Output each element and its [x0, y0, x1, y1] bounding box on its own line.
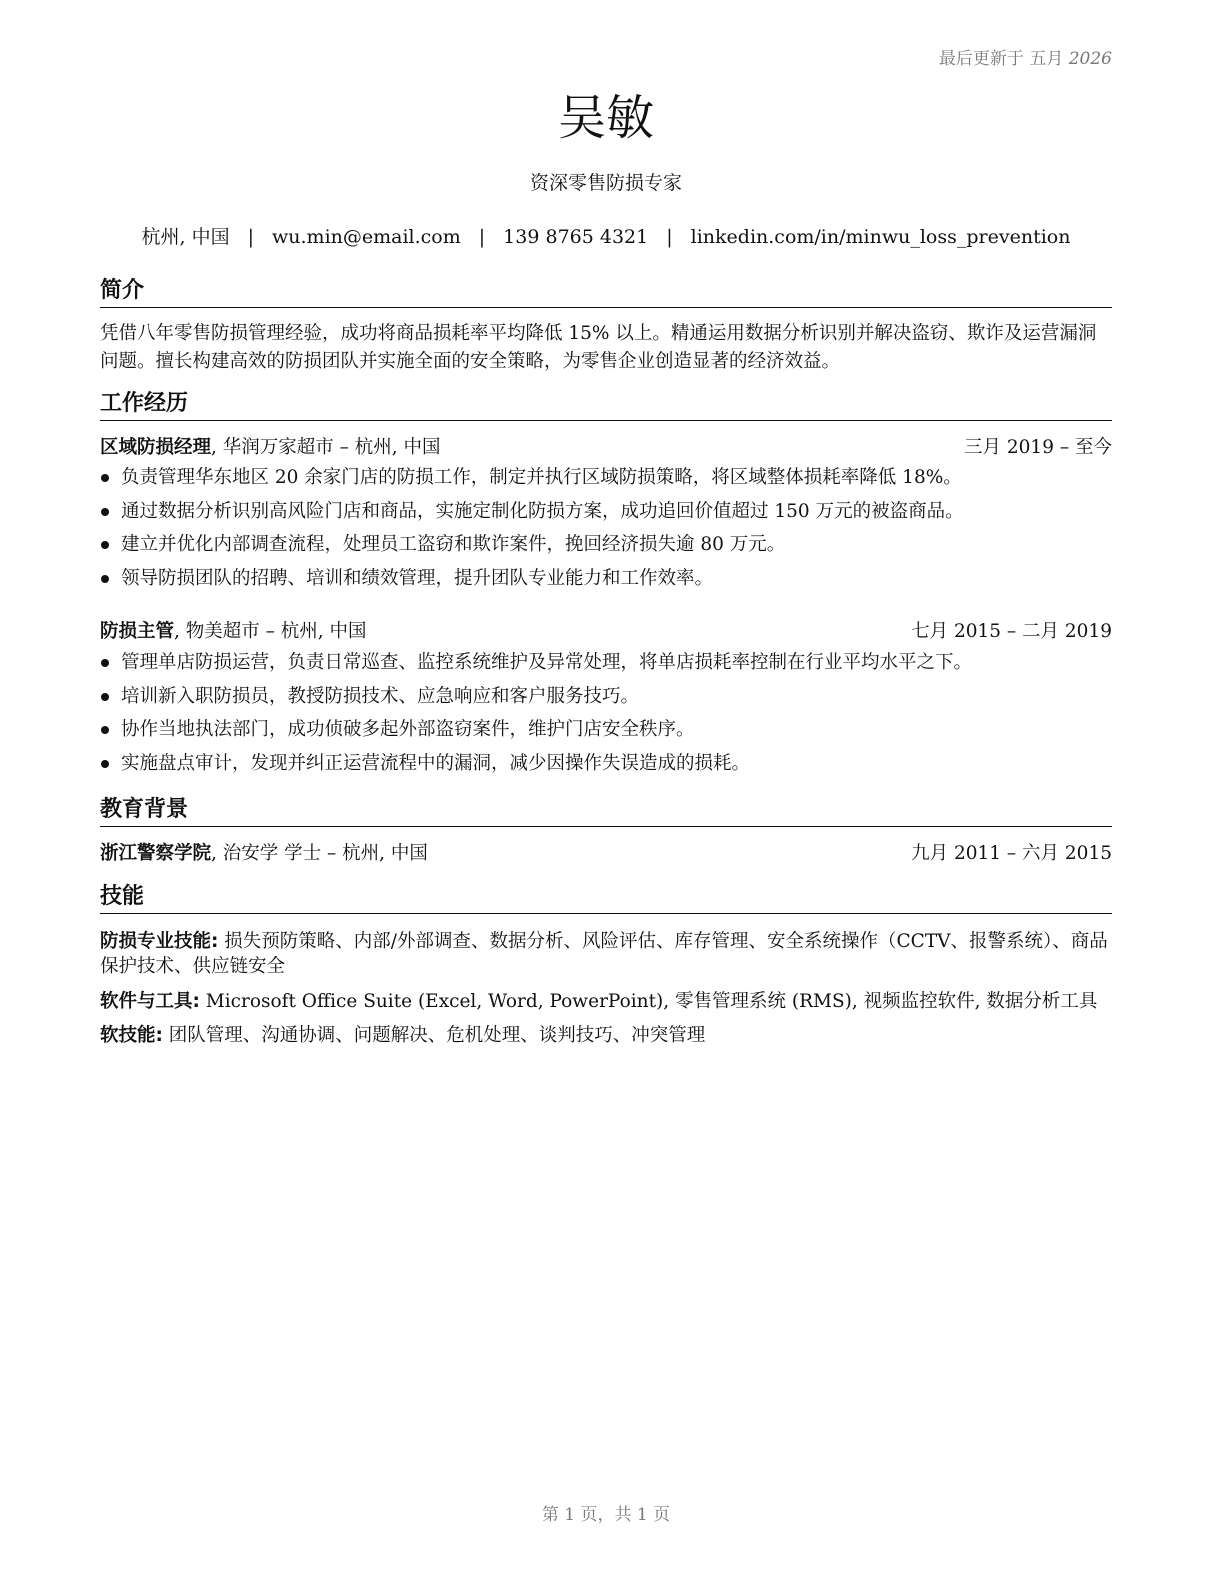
list-item: [100, 565, 1112, 599]
bullet-dot: [101, 659, 109, 667]
education-school: 浙江警察学院: [100, 843, 212, 864]
education-dates: 九月 2011 – 六月 2015: [911, 843, 1112, 864]
section-title-summary: 简介: [100, 277, 1112, 308]
job-header: [100, 618, 1112, 646]
skill-text: 团队管理、沟通协调、问题解决、危机处理、谈判技巧、冲突管理: [162, 1025, 706, 1046]
contact-separator: |: [666, 226, 673, 248]
bullet-text: 通过数据分析识别高风险门店和商品，实施定制化防损方案，成功追回价值超过 150 万元的被盗商品。: [121, 500, 964, 522]
job-bullets: [100, 649, 1112, 783]
bullet-dot: [101, 575, 109, 583]
bullet-dot: [101, 541, 109, 549]
contact-linkedin-link[interactable]: linkedin.com/in/minwu_loss_prevention: [690, 226, 1071, 248]
contact-email-link[interactable]: wu.min@email.com: [272, 226, 461, 248]
job-bullets: [100, 464, 1112, 598]
contact-separator: |: [478, 226, 486, 248]
job-header: [100, 434, 1112, 462]
section-title-skills: 技能: [100, 883, 1112, 914]
summary-text: 凭借八年零售防损管理经验，成功将商品损耗率平均降低 15% 以上。精通运用数据分析识别并解决盗窃、欺诈及运营漏洞问题。擅长构建高效的防损团队并实施全面的安全策略，为零售企业创造显著的经济效益。: [100, 323, 1097, 372]
education-degree-location: , 治安学 学士 – 杭州, 中国: [211, 843, 428, 864]
education-school-degree: [100, 840, 428, 868]
list-item: [100, 498, 1112, 532]
skill-line: [100, 929, 1112, 979]
contact-location: 杭州, 中国: [141, 226, 230, 248]
list-item: [100, 683, 1112, 717]
job-org-location: , 物美超市 – 杭州, 中国: [174, 621, 367, 642]
contact-line: [100, 224, 1112, 250]
bullet-text: 建立并优化内部调查流程，处理员工盗窃和欺诈案件，挽回经济损失逾 80 万元。: [121, 534, 786, 555]
job-role: 防损主管: [100, 621, 175, 642]
bullet-text: 负责管理华东地区 20 余家门店的防损工作，制定并执行区域防损策略，将区域整体损耗率降低 18%。: [121, 467, 962, 488]
list-item: [100, 716, 1112, 750]
bullet-dot: [101, 508, 109, 516]
skill-text: 损失预防策略、内部/外部调查、数据分析、风险评估、库存管理、安全系统操作（CCTV、报警系统）、商品保护技术、供应链安全: [100, 931, 1108, 977]
bullet-dot: [101, 693, 109, 701]
job-title: 资深零售防损专家: [529, 172, 682, 194]
skill-label: 软件与工具:: [100, 991, 200, 1012]
bullet-text: 领导防损团队的招聘、培训和绩效管理，提升团队专业能力和工作效率。: [121, 567, 714, 589]
job-dates: 三月 2019 – 至今: [964, 437, 1112, 458]
list-item: [100, 531, 1112, 565]
bullet-dot: [101, 760, 109, 768]
education-header: [100, 840, 1112, 868]
job-role: 区域防损经理: [100, 437, 212, 458]
section-title-education: 教育背景: [100, 796, 1112, 827]
resume-page: [100, 0, 1112, 1584]
bullet-text: 协作当地执法部门，成功侦破多起外部盗窃案件，维护门店安全秩序。: [121, 719, 695, 740]
skill-line: [100, 989, 1112, 1014]
job-dates: 七月 2015 – 二月 2019: [911, 621, 1112, 642]
skill-text: Microsoft Office Suite (Excel, Word, PowerPoint), 零售管理系统 (RMS), 视频监控软件, 数据分析工具: [199, 991, 1098, 1012]
list-item: [100, 464, 1112, 498]
contact-separator: |: [247, 226, 255, 248]
bullet-text: 实施盘点审计，发现并纠正运营流程中的漏洞，减少因操作失误造成的损耗。: [121, 752, 751, 774]
skill-label: 软技能:: [100, 1025, 163, 1046]
candidate-name: 吴敏: [557, 90, 654, 146]
contact-phone: 139 8765 4321: [503, 226, 649, 248]
list-item: [100, 750, 1112, 784]
bullet-text: 管理单店防损运营，负责日常巡查、监控系统维护及异常处理，将单店损耗率控制在行业平均水平之下。: [121, 652, 973, 673]
last-updated: [939, 44, 1112, 69]
bullet-dot: [101, 726, 109, 734]
job-role-org: [100, 434, 441, 462]
bullet-text: 培训新入职防损员，教授防损技术、应急响应和客户服务技巧。: [121, 685, 640, 707]
last-updated-label: 最后更新于 五月: [938, 49, 1064, 69]
job-role-org: [100, 618, 367, 646]
page-number: 第 1 页，共 1 页: [541, 1505, 671, 1525]
section-title-experience: 工作经历: [100, 390, 1112, 421]
last-updated-year: 2026: [1068, 49, 1112, 69]
skill-line: [100, 1023, 1112, 1048]
list-item: [100, 649, 1112, 683]
bullet-dot: [101, 474, 109, 482]
job-org-location: , 华润万家超市 – 杭州, 中国: [211, 437, 441, 458]
skill-label: 防损专业技能:: [100, 931, 219, 952]
